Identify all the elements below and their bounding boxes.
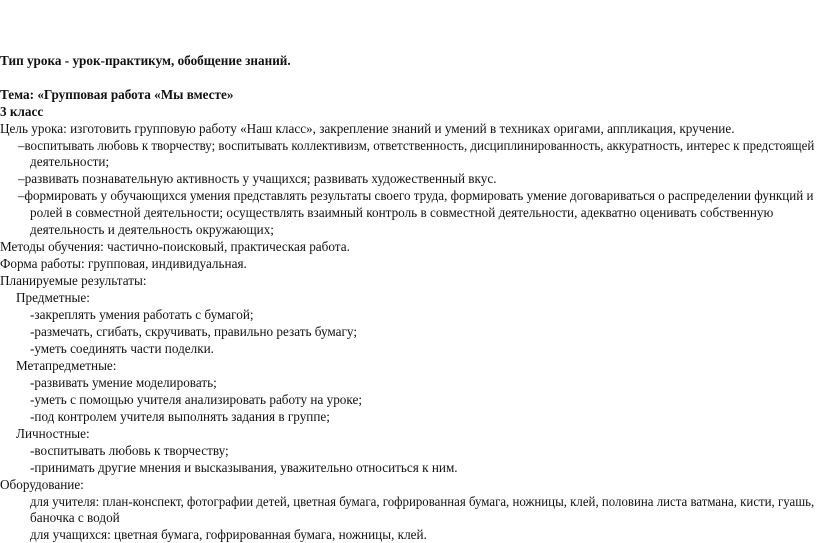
goal-item-2-line-1: –развивать познавательную активность у учащихся; развивать художественный вкус.	[18, 171, 497, 186]
subject-results-title: Предметные:	[16, 290, 90, 305]
goal-item-3-line-2: ролей в совместной деятельности; осуществлять взаимный контроль в совместной деятельности, адекватно оценивать собственную	[30, 205, 774, 220]
meta-results-title: Метапредметные:	[16, 358, 117, 373]
equipment-students: для учащихся: цветная бумага, гофрированная бумага, ножницы, клей.	[30, 527, 427, 542]
grade-heading: 3 класс	[0, 104, 44, 119]
personal-results-title: Личностные:	[16, 426, 90, 441]
meta-result-item: -уметь с помощью учителя анализировать работу на уроке;	[30, 392, 362, 407]
equipment-teacher-line-1: для учителя: план-конспект, фотографии детей, цветная бумага, гофрированная бумага, ножницы, клей, половина листа ватмана, кисти, гуашь,	[30, 494, 815, 509]
personal-result-item: -принимать другие мнения и высказывания, уважительно относиться к ним.	[30, 460, 458, 475]
meta-result-item: -развивать умение моделировать;	[30, 375, 217, 390]
goal-item-1-line-1: –воспитывать любовь к творчеству; воспитывать коллективизм, ответственность, дисциплинированность, аккуратность, интерес к предстоящей	[18, 138, 815, 153]
subject-result-item: -закреплять умения работать с бумагой;	[30, 307, 254, 322]
equipment-teacher-line-2: баночка с водой	[30, 510, 120, 525]
work-form: Форма работы: групповая, индивидуальная.	[0, 256, 247, 271]
goal-item-3-line-3: деятельность и деятельность окружающих;	[30, 222, 274, 237]
meta-result-item: -под контролем учителя выполнять задания в группе;	[30, 409, 330, 424]
subject-result-item: -размечать, сгибать, скручивать, правильно резать бумагу;	[30, 324, 358, 339]
goal-item-1-line-2: деятельности;	[30, 154, 110, 169]
equipment-title: Оборудование:	[0, 477, 84, 492]
lesson-goal: Цель урока: изготовить групповую работу «Наш класс», закрепление знаний и умений в техниках оригами, аппликация, кручение.	[0, 121, 735, 136]
goal-item-3-line-1: –формировать у обучающихся умения представлять результаты своего труда, формировать умение договариваться о распределении функций и	[18, 188, 814, 203]
subject-result-item: -уметь соединять части поделки.	[30, 341, 214, 356]
teaching-methods: Методы обучения: частично-поисковый, практическая работа.	[0, 239, 350, 254]
personal-result-item: -воспитывать любовь к творчеству;	[30, 443, 229, 458]
planned-results-title: Планируемые результаты:	[0, 273, 147, 288]
topic-heading: Тема: «Групповая работа «Мы вместе»	[0, 87, 234, 102]
lesson-type-heading: Тип урока - урок-практикум, обобщение знаний.	[0, 53, 291, 68]
